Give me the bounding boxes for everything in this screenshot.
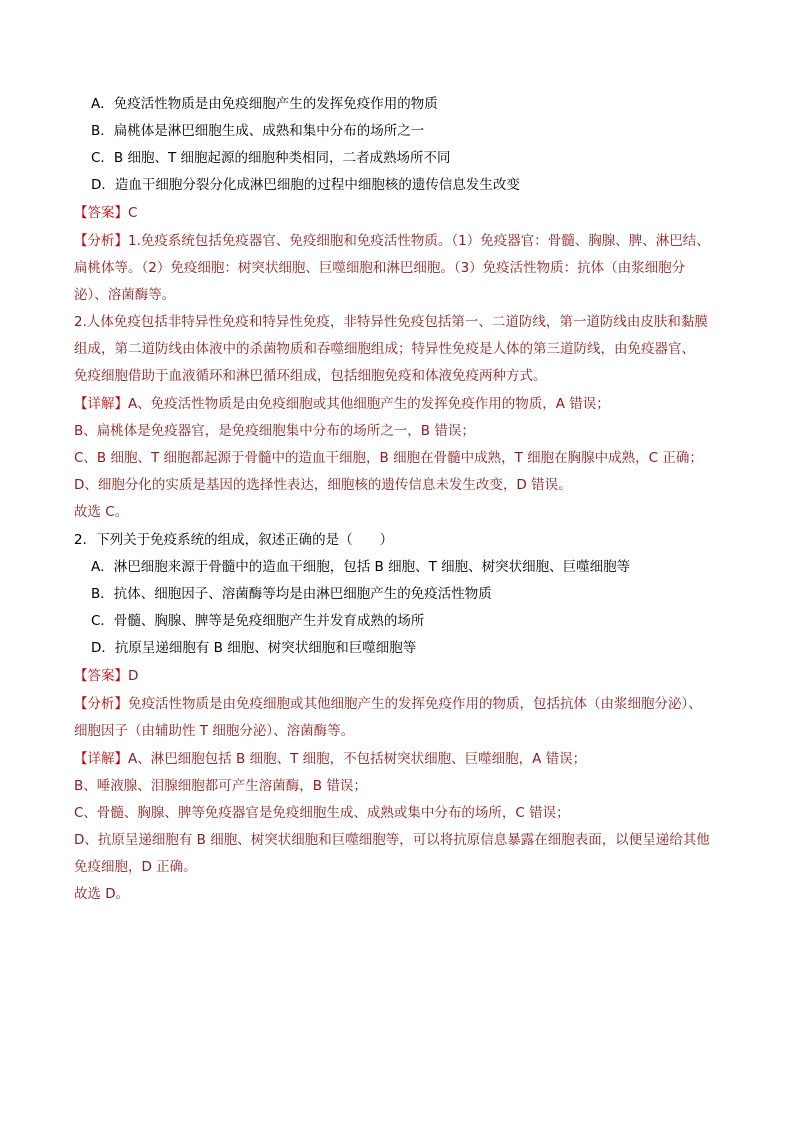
- q2-detail-line-1: [74, 749, 586, 769]
- q1-answer-value: C: [128, 205, 138, 221]
- q2-analysis-line-2: 细胞因子（由辅助性 T 细胞分泌）、溶菌酶等。: [74, 723, 355, 739]
- q1-detail-line-4: D、细胞分化的实质是基因的选择性表达，细胞核的遗传信息未发生改变，D 错误。: [74, 477, 572, 493]
- q2-answer-tag: 【答案】: [74, 668, 128, 684]
- q1-analysis-line-1: [74, 231, 710, 251]
- q2-conclusion: 故选 D。: [74, 886, 130, 902]
- q2-detail-line-5: 免疫细胞，D 正确。: [74, 859, 197, 875]
- q1-detail-tag: 【详解】: [74, 396, 128, 412]
- q2-detail-line-2: B、唾液腺、泪腺细胞都可产生溶菌酶，B 错误；: [74, 778, 367, 794]
- q1-answer-tag: 【答案】: [74, 205, 128, 221]
- q2-option-d: D．抗原呈递细胞有 B 细胞、树突状细胞和巨噬细胞等: [91, 640, 417, 656]
- q2-answer-value: D: [128, 668, 139, 684]
- q1-analysis-text: 1.免疫系统包括免疫器官、免疫细胞和免疫活性物质。（1）免疫器官：骨髓、胸腺、脾、淋巴结、: [128, 233, 710, 249]
- q1-analysis-line-6: 免疫细胞借助于血液循环和淋巴循环组成，包括细胞免疫和体液免疫两种方式。: [74, 368, 547, 384]
- q1-option-d: D．造血干细胞分裂分化成淋巴细胞的过程中细胞核的遗传信息发生改变: [91, 177, 520, 193]
- q2-detail-line-3: C、骨髓、胸腺、脾等免疫器官是免疫细胞生成、成熟或集中分布的场所，C 错误；: [74, 805, 570, 821]
- q1-detail-line-3: C、B 细胞、T 细胞都起源于骨髓中的造血干细胞，B 细胞在骨髓中成熟，T 细胞在胸腺中成熟，C 正确；: [74, 450, 703, 466]
- q1-detail-line-2: B、扁桃体是免疫器官，是免疫细胞集中分布的场所之一，B 错误；: [74, 423, 475, 439]
- q2-option-b: B．抗体、细胞因子、溶菌酶等均是由淋巴细胞产生的免疫活性物质: [91, 586, 492, 602]
- q2-detail-line-4: D、抗原呈递细胞有 B 细胞、树突状细胞和巨噬细胞等，可以将抗原信息暴露在细胞表面，以便呈递给其他: [74, 832, 710, 848]
- q1-option-c: C．B 细胞、T 细胞起源的细胞种类相同，二者成熟场所不同: [91, 150, 451, 166]
- q1-option-a: A．免疫活性物质是由免疫细胞产生的发挥免疫作用的物质: [91, 96, 438, 112]
- q2-analysis-line-1: [74, 694, 702, 714]
- q2-stem: 2．下列关于免疫系统的组成，叙述正确的是（ ）: [74, 532, 394, 548]
- q2-detail-text: A、淋巴细胞包括 B 细胞、T 细胞，不包括树突状细胞、巨噬细胞，A 错误；: [128, 751, 587, 767]
- q1-analysis-tag: 【分析】: [74, 233, 128, 249]
- q2-detail-tag: 【详解】: [74, 751, 128, 767]
- q2-analysis-text: 免疫活性物质是由免疫细胞或其他细胞产生的发挥免疫作用的物质，包括抗体（由浆细胞分泌）、: [128, 696, 702, 712]
- q1-detail-text: A、免疫活性物质是由免疫细胞或其他细胞产生的发挥免疫作用的物质，A 错误；: [128, 396, 610, 412]
- q1-conclusion: 故选 C。: [74, 504, 129, 520]
- q1-analysis-line-4: 2.人体免疫包括非特异性免疫和特异性免疫，非特异性免疫包括第一、二道防线，第一道防线由皮肤和黏膜: [74, 314, 708, 330]
- q1-analysis-line-3: 泌）、溶菌酶等。: [74, 287, 176, 303]
- q2-option-c: C．骨髓、胸腺、脾等是免疫细胞产生并发育成熟的场所: [91, 613, 425, 629]
- q1-analysis-line-5: 组成，第二道防线由体液中的杀菌物质和吞噬细胞组成；特异性免疫是人体的第三道防线，由免疫器官、: [74, 341, 695, 357]
- q1-option-b: B．扁桃体是淋巴细胞生成、成熟和集中分布的场所之一: [91, 123, 425, 139]
- q2-analysis-tag: 【分析】: [74, 696, 128, 712]
- q2-option-a: A．淋巴细胞来源于骨髓中的造血干细胞，包括 B 细胞、T 细胞、树突状细胞、巨噬细胞等: [91, 559, 631, 575]
- q1-detail-line-1: [74, 394, 610, 414]
- q1-analysis-line-2: 扁桃体等。（2）免疫细胞：树突状细胞、巨噬细胞和淋巴细胞。（3）免疫活性物质：抗体（由浆细胞分: [74, 260, 686, 276]
- q2-answer: [74, 666, 138, 686]
- q1-answer: [74, 203, 137, 223]
